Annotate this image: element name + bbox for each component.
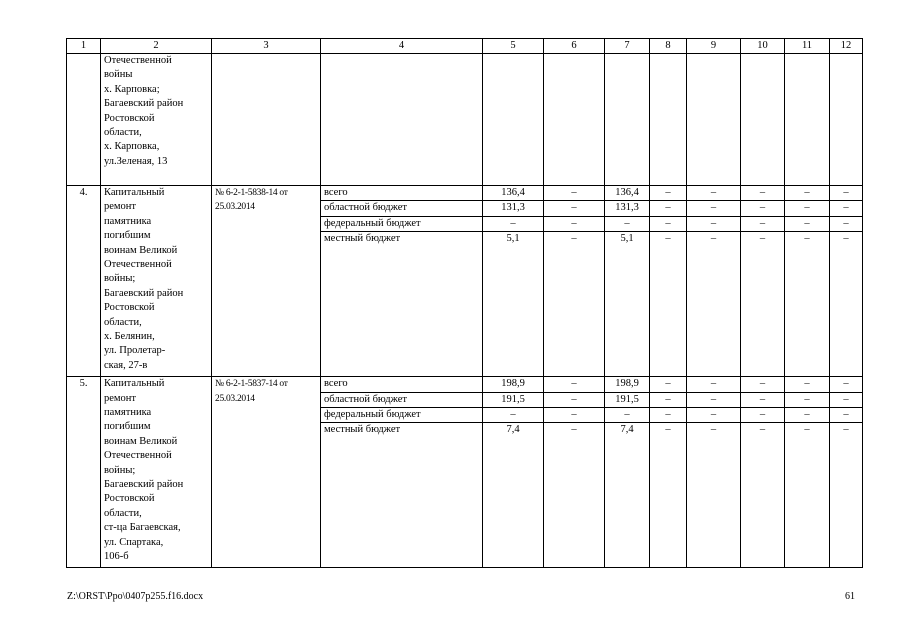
value-cell: – xyxy=(741,232,785,377)
row-number: 4. xyxy=(67,186,101,377)
value-cell: 198,9 xyxy=(605,377,650,392)
funding-source: всего xyxy=(321,377,483,392)
column-number: 3 xyxy=(212,39,321,54)
value-cell: – xyxy=(687,408,741,423)
value-cell: – xyxy=(650,186,687,201)
column-number: 10 xyxy=(741,39,785,54)
value-cell: 5,1 xyxy=(605,232,650,377)
value-cell: – xyxy=(785,232,830,377)
value-cell: – xyxy=(830,232,863,377)
value-cell: – xyxy=(830,423,863,568)
value-cell: – xyxy=(650,201,687,216)
page-number: 61 xyxy=(845,591,855,602)
column-number: 7 xyxy=(605,39,650,54)
value-cell: 191,5 xyxy=(605,392,650,407)
value-cell: 7,4 xyxy=(483,423,544,568)
value-cell: – xyxy=(687,232,741,377)
value-cell: 136,4 xyxy=(483,186,544,201)
table-row xyxy=(67,54,863,186)
column-number: 8 xyxy=(650,39,687,54)
object-description: Отечественной войны х. Карповка; Багаевский район Ростовской области, х. Карповка, ул.Зеленая, 13 xyxy=(101,54,212,186)
value-cell: – xyxy=(785,216,830,231)
value-cell: – xyxy=(687,377,741,392)
value-cell: – xyxy=(687,186,741,201)
value-cell: – xyxy=(650,216,687,231)
value-cell: – xyxy=(650,392,687,407)
value-cell: – xyxy=(830,216,863,231)
object-description: Капитальный ремонт памятника погибшим воинам Великой Отечественной войны; Багаевский район Ростовской области, х. Белянин, ул. Пролетар- ская, 27-в xyxy=(101,186,212,377)
value-cell: – xyxy=(741,186,785,201)
value-cell: 131,3 xyxy=(483,201,544,216)
value-cell: – xyxy=(741,377,785,392)
row-number: 5. xyxy=(67,377,101,568)
value-cell: – xyxy=(544,423,605,568)
table-row xyxy=(67,186,863,201)
value-cell: – xyxy=(544,216,605,231)
value-cell: – xyxy=(687,216,741,231)
value-cell: – xyxy=(483,408,544,423)
value-cell: – xyxy=(830,201,863,216)
value-cell: – xyxy=(741,392,785,407)
column-number-header-row xyxy=(67,39,863,54)
value-cell: – xyxy=(483,216,544,231)
column-number: 9 xyxy=(687,39,741,54)
object-description: Капитальный ремонт памятника погибшим воинам Великой Отечественной войны; Багаевский район Ростовской области, ст-ца Багаевская, ул. Спартака, 106-б xyxy=(101,377,212,568)
table-row xyxy=(67,377,863,392)
column-number: 1 xyxy=(67,39,101,54)
value-cell: – xyxy=(650,232,687,377)
funding-source: местный бюджет xyxy=(321,423,483,568)
column-number: 4 xyxy=(321,39,483,54)
value-cell: – xyxy=(544,392,605,407)
funding-source: областной бюджет xyxy=(321,392,483,407)
value-cell: 191,5 xyxy=(483,392,544,407)
value-cell: 136,4 xyxy=(605,186,650,201)
funding-source: областной бюджет xyxy=(321,201,483,216)
value-cell: 198,9 xyxy=(483,377,544,392)
column-number: 12 xyxy=(830,39,863,54)
document-reference: № 6-2-1-5838-14 от 25.03.2014 xyxy=(212,186,321,377)
value-cell: – xyxy=(687,423,741,568)
value-cell: – xyxy=(741,408,785,423)
value-cell: – xyxy=(785,423,830,568)
value-cell: – xyxy=(741,216,785,231)
document-reference: № 6-2-1-5837-14 от 25.03.2014 xyxy=(212,377,321,568)
value-cell: – xyxy=(785,392,830,407)
column-number: 2 xyxy=(101,39,212,54)
footer-file-path: Z:\ORST\Ppo\0407p255.f16.docx xyxy=(67,591,204,602)
budget-table xyxy=(66,38,863,568)
funding-source: местный бюджет xyxy=(321,232,483,377)
value-cell: – xyxy=(687,201,741,216)
value-cell: – xyxy=(785,186,830,201)
value-cell: – xyxy=(544,377,605,392)
value-cell: 131,3 xyxy=(605,201,650,216)
value-cell: 7,4 xyxy=(605,423,650,568)
value-cell: – xyxy=(650,377,687,392)
funding-source: всего xyxy=(321,186,483,201)
value-cell: – xyxy=(741,423,785,568)
value-cell: – xyxy=(687,392,741,407)
value-cell: – xyxy=(650,423,687,568)
value-cell: – xyxy=(785,377,830,392)
value-cell: – xyxy=(830,408,863,423)
value-cell: – xyxy=(605,216,650,231)
value-cell: – xyxy=(830,186,863,201)
value-cell: – xyxy=(544,186,605,201)
column-number: 5 xyxy=(483,39,544,54)
value-cell: – xyxy=(830,377,863,392)
column-number: 6 xyxy=(544,39,605,54)
value-cell: – xyxy=(830,392,863,407)
value-cell: – xyxy=(785,201,830,216)
value-cell: – xyxy=(544,408,605,423)
value-cell: – xyxy=(741,201,785,216)
value-cell: – xyxy=(785,408,830,423)
funding-source: федеральный бюджет xyxy=(321,408,483,423)
value-cell: – xyxy=(544,232,605,377)
value-cell: – xyxy=(605,408,650,423)
funding-source: федеральный бюджет xyxy=(321,216,483,231)
value-cell: – xyxy=(544,201,605,216)
value-cell: – xyxy=(650,408,687,423)
column-number: 11 xyxy=(785,39,830,54)
value-cell: 5,1 xyxy=(483,232,544,377)
